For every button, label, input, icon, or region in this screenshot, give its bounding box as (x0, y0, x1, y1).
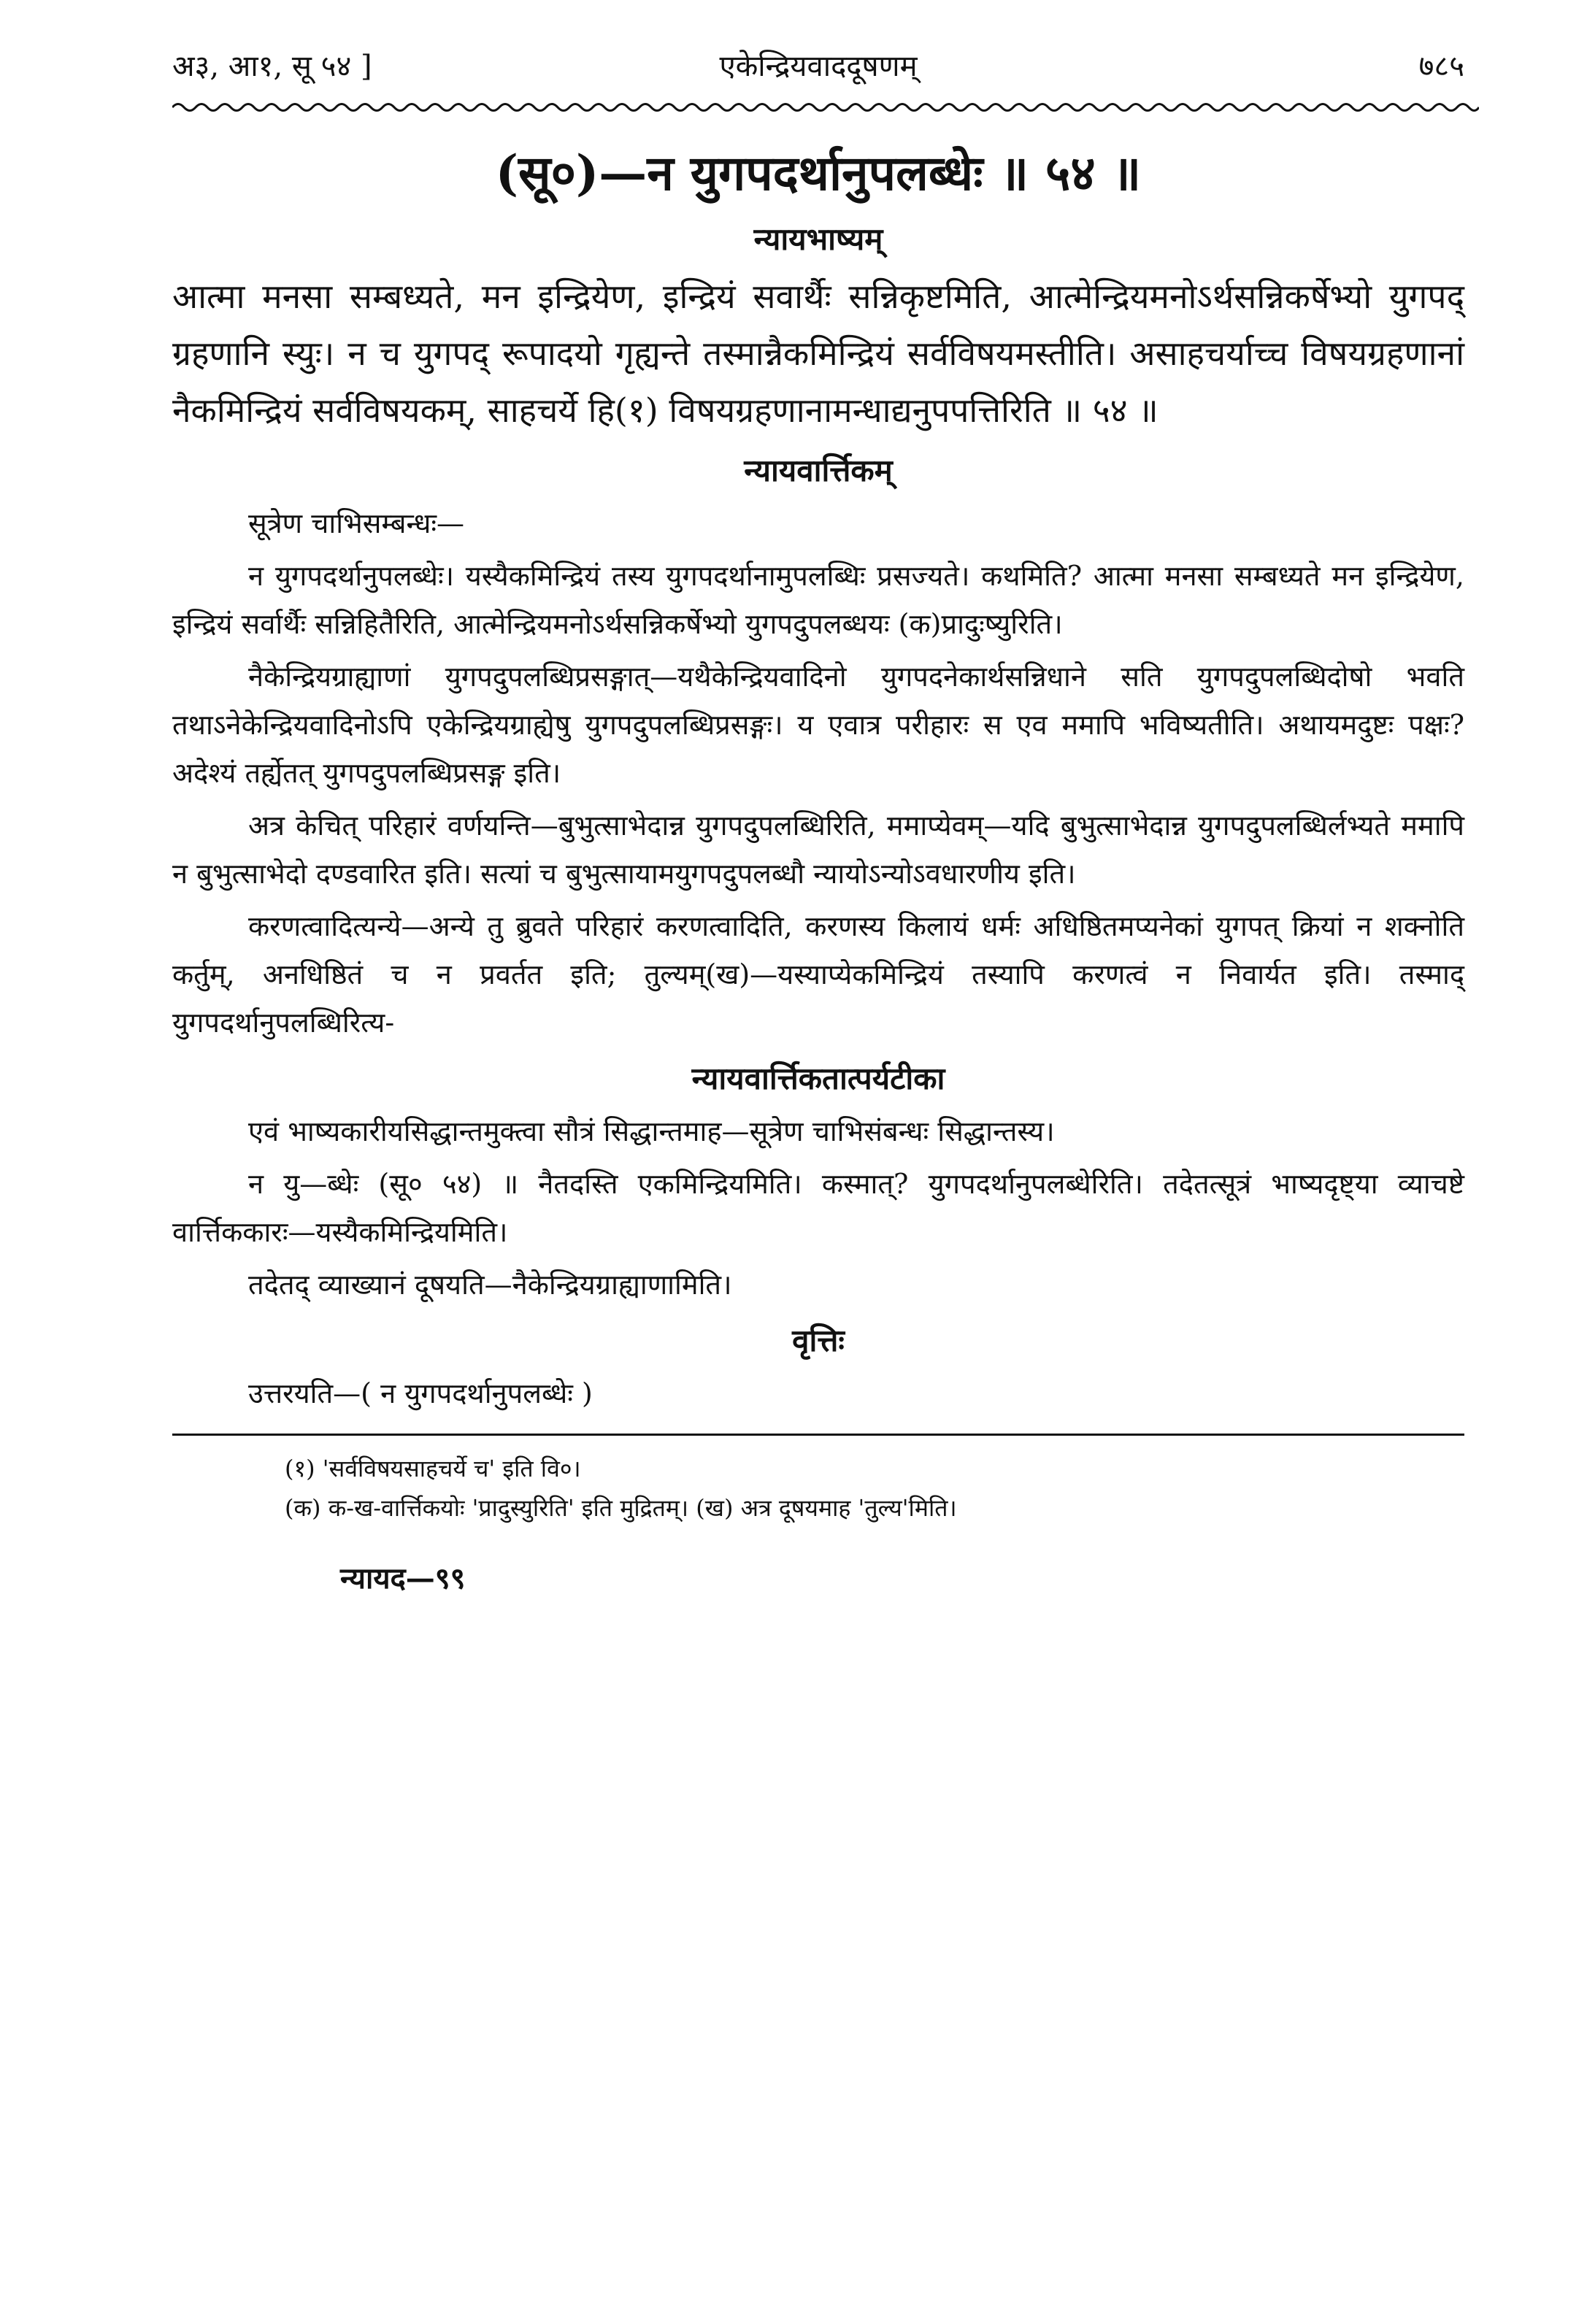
printer-signature: न्यायद—९९ (340, 1561, 466, 1596)
header-wavy-rule (172, 101, 1479, 114)
vartika-title: न्यायवार्त्तिकम् (744, 453, 893, 488)
vartika-paragraph: नैकेन्द्रियग्राह्याणां युगपदुपलब्धिप्रसङ्गात्—यथैकेन्द्रियवादिनो युगपदनेकार्थसन्निधाने सति युगपदुपलब्धिदोषो भवति तथाऽनेकेन्द्रियवादिनोऽपि एकेन्द्रियग्राह्येषु युगपदुपलब्धिप्रसङ्गः। य एवात्र परीहारः स एव ममापि भविष्यतीति। अथायमदुष्टः पक्षः? अदेश्यं तर्ह्येतत् युगपदुपलब्धिप्रसङ्ग इति। (172, 661, 1464, 789)
vartika-paragraph: न युगपदर्थानुपलब्धेः। यस्यैकमिन्द्रियं तस्य युगपदर्थानामुपलब्धिः प्रसज्यते। कथमिति? आत्मा मनसा सम्बध्यते मन इन्द्रियेण, इन्द्रियं सर्वार्थैः सन्निहितैरिति, आत्मेन्द्रियमनोऽर्थसन्निकर्षेभ्यो युगपदुपलब्धयः (क)प्रादुःष्युरिति। (172, 560, 1464, 640)
tika-paragraph: तदेतद् व्याख्यानं दूषयति—नैकेन्द्रियग्राह्याणामिति। (248, 1269, 732, 1301)
footnotes (172, 1449, 1464, 1528)
footnote-divider (172, 1434, 1464, 1436)
vartika-paragraph: करणत्वादित्यन्ये—अन्ये तु ब्रुवते परिहारं करणत्वादिति, करणस्य किलायं धर्मः अधिष्ठितमप्यनेकां युगपत् क्रियां न शक्नोति कर्तुम्, अनधिष्ठितं च न प्रवर्तत इति; तुल्यम्(ख)—यस्याप्येकमिन्द्रियं तस्यापि करणत्वं न निवार्यत इति। तस्माद् युगपदर्थानुपलब्धिरित्य- (172, 910, 1464, 1039)
vritti-paragraph: उत्तरयति—( न युगपदर्थानुपलब्धेः ) (248, 1377, 593, 1409)
bhashya-section (172, 268, 1464, 439)
tika-paragraph: न यु—ब्धेः (सू० ५४) ॥ नैतदस्ति एकमिन्द्रियमिति। कस्मात्? युगपदर्थानुपलब्धेरिति। तदेतत्सूत्रं भाष्यदृष्ट्या व्याचष्टे वार्त्तिककारः—यस्यैकमिन्द्रियमिति। (172, 1168, 1464, 1248)
footnote: (१) 'सर्वविषयसाहचर्ये च' इति वि०। (285, 1455, 581, 1482)
running-header (172, 34, 1464, 95)
header-title: एकेन्द्रियवाददूषणम् (719, 49, 918, 83)
footnote: (क) क-ख-वार्त्तिकयोः 'प्रादुस्युरिति' इति मुद्रितम्। (ख) अत्र दूषयमाह 'तुल्य'मिति। (285, 1494, 957, 1522)
main-content (172, 139, 1464, 1597)
vritti-title: वृत्तिः (792, 1323, 845, 1358)
bhashya-title: न्यायभाष्यम् (753, 221, 883, 257)
tika-paragraph: एवं भाष्यकारीयसिद्धान्तमुक्त्वा सौत्रं सिद्धान्तमाह—सूत्रेण चाभिसंबन्धः सिद्धान्तस्य। (248, 1115, 1055, 1147)
bhashya-paragraph: आत्मा मनसा सम्बध्यते, मन इन्द्रियेण, इन्द्रियं सवार्थैः सन्निकृष्टमिति, आत्मेन्द्रियमनोऽर्थसन्निकर्षेभ्यो युगपद् ग्रहणानि स्युः। न च युगपद् रूपादयो गृह्यन्ते तस्मान्नैकमिन्द्रियं सर्वविषयमस्तीति। असाहचर्याच्च विषयग्रहणानां नैकमिन्द्रियं सर्वविषयकम्, साहचर्ये हि(१) विषयग्रहणानामन्धाद्यनुपपत्तिरिति ॥ ५४ ॥ (172, 277, 1464, 430)
tika-section (172, 1107, 1464, 1309)
page-number: ७८५ (1418, 49, 1464, 83)
tika-title: न्यायवार्त्तिकतात्पर्यटीका (691, 1061, 945, 1096)
vartika-section (172, 499, 1464, 1047)
vartika-paragraph: अत्र केचित् परिहारं वर्णयन्ति—बुभुत्साभेदान्न युगपदुपलब्धिरिति, ममाप्येवम्—यदि बुभुत्साभेदान्न युगपदुपलब्धिर्लभ्यते ममापि न बुभुत्साभेदो दण्डवारित इति। सत्यां च बुभुत्सायामयुगपदुपलब्धौ न्यायोऽन्योऽवधारणीय इति। (172, 809, 1464, 890)
header-section-ref: अ३, आ१, सू ५४ ] (172, 49, 372, 83)
sutra-heading: (सू०)—न युगपदर्थानुपलब्धेः ॥ ५४ ॥ (495, 145, 1142, 201)
vartika-paragraph: सूत्रेण चाभिसम्बन्धः— (248, 507, 465, 539)
vritti-section (172, 1369, 1464, 1417)
